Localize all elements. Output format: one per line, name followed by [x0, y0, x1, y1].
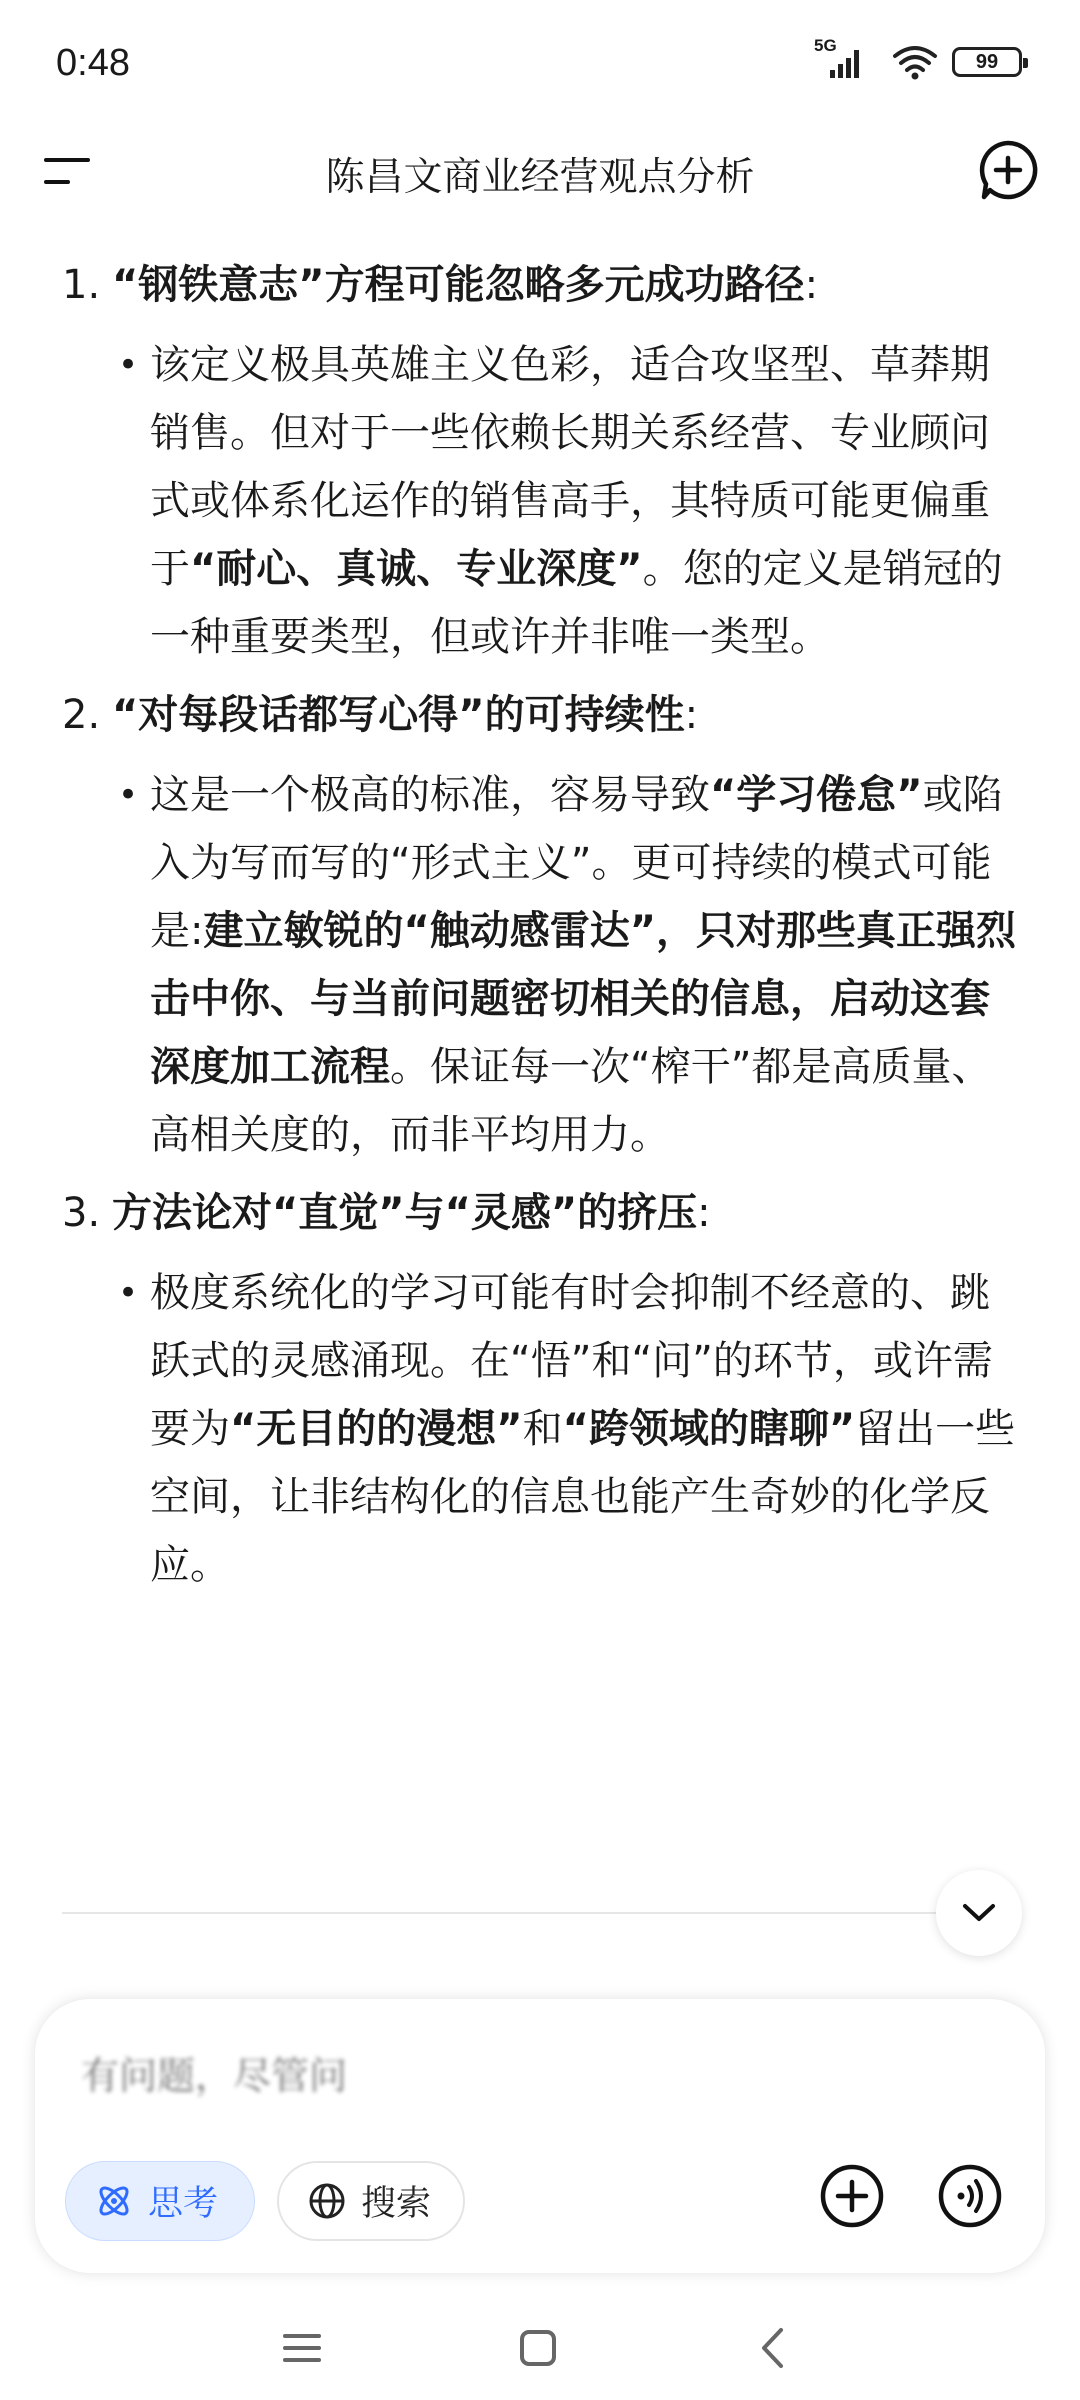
bullet-bold-part: “无目的的漫想”	[230, 1406, 523, 1452]
item-colon: :	[684, 692, 699, 738]
home-square-icon	[518, 2328, 558, 2368]
bullet-text-part: 。您的定义是销冠的一种重要类型，但或许并非唯一类型。	[150, 546, 1003, 660]
bullet-item	[114, 331, 1022, 671]
status-bar	[0, 0, 1080, 120]
bullet-dot: •	[118, 345, 139, 385]
atom-icon	[94, 2181, 134, 2221]
bullet-text	[150, 1259, 1022, 1599]
bullet-text-part: 极度系统化的学习可能有时会抑制不经意的、跳跃式的灵感涌现。在“悟”和“问”的环节，或许需要为	[150, 1270, 993, 1452]
menu-lines-icon	[282, 2331, 322, 2365]
back-chevron-icon	[757, 2326, 787, 2370]
system-nav-bar	[0, 2290, 1080, 2400]
bullet-item	[114, 1259, 1022, 1599]
numbered-item-1	[62, 255, 1022, 315]
bullet-text	[150, 761, 1022, 1169]
bullet-text-part: 这是一个极高的标准，容易导致	[150, 772, 710, 818]
think-toggle-button[interactable]	[65, 2161, 255, 2241]
page-title: 陈昌文商业经营观点分析	[325, 155, 755, 200]
globe-icon	[307, 2181, 347, 2221]
item-title: “钢铁意志”方程可能忽略多元成功路径	[112, 262, 805, 308]
item-number: 1.	[62, 262, 101, 308]
recent-apps-button[interactable]	[272, 2318, 332, 2378]
bullet-item	[114, 761, 1022, 1169]
item-title: 方法论对“直觉”与“灵感”的挤压	[112, 1190, 698, 1236]
app-header	[0, 120, 1080, 220]
chevron-down-icon	[961, 1902, 997, 1924]
network-type-label: 5G	[814, 36, 837, 55]
search-toggle-button[interactable]	[277, 2161, 465, 2241]
scroll-down-button[interactable]	[936, 1870, 1022, 1956]
numbered-item-2	[62, 685, 1022, 745]
bullet-dot: •	[118, 775, 139, 815]
bullet-text-part: 。保证每一次“榨干”都是高质量、高相关度的，而非平均用力。	[150, 1044, 992, 1158]
bullet-bold-part: “耐心、真诚、专业深度”	[190, 546, 643, 592]
search-label: 搜索	[361, 2184, 432, 2224]
chat-message-content	[62, 255, 1022, 1613]
back-button[interactable]	[742, 2318, 802, 2378]
voice-wave-icon[interactable]	[937, 2163, 1003, 2229]
plus-circle-icon[interactable]	[819, 2163, 885, 2229]
item-colon: :	[697, 1190, 711, 1236]
think-label: 思考	[148, 2184, 219, 2224]
bullet-text-part: 或陷入为写而写的“形式主义”。更可持续的模式可能是:	[150, 772, 1003, 954]
home-button[interactable]	[508, 2318, 568, 2378]
bullet-dot: •	[118, 1273, 139, 1313]
status-time: 0:48	[56, 42, 130, 84]
bullet-text-part: 和	[522, 1406, 563, 1452]
cellular-signal-icon	[814, 36, 878, 80]
chat-input[interactable]	[81, 2049, 781, 2103]
item-number: 2.	[62, 692, 101, 738]
item-title: “对每段话都写心得”的可持续性	[112, 692, 685, 738]
bullet-text-part: 该定义极具英雄主义色彩，适合攻坚型、草莽期销售。但对于一些依赖长期关系经营、专业顾问式或体系化运作的销售高手，其特质可能更偏重于	[150, 342, 990, 592]
bullet-bold-part: 建立敏锐的“触动感雷达”，只对那些真正强烈击中你、与当前问题密切相关的信息，启动这套深度加工流程	[150, 908, 1017, 1090]
input-panel	[34, 1998, 1046, 2274]
content-divider	[62, 1912, 972, 1914]
status-icons	[814, 36, 1022, 80]
wifi-icon	[892, 44, 938, 80]
bullet-bold-part: “跨领域的瞎聊”	[562, 1406, 856, 1452]
battery-level: 99	[975, 50, 999, 73]
battery-icon	[952, 47, 1022, 77]
bullet-text-part: 留出一些空间，让非结构化的信息也能产生奇妙的化学反应。	[150, 1406, 1016, 1588]
new-chat-icon[interactable]	[976, 138, 1040, 202]
numbered-item-3	[62, 1183, 1022, 1243]
item-colon: :	[804, 262, 819, 308]
bullet-text	[150, 331, 1022, 671]
bullet-bold-part: “学习倦怠”	[710, 772, 923, 818]
item-number: 3.	[62, 1190, 101, 1236]
